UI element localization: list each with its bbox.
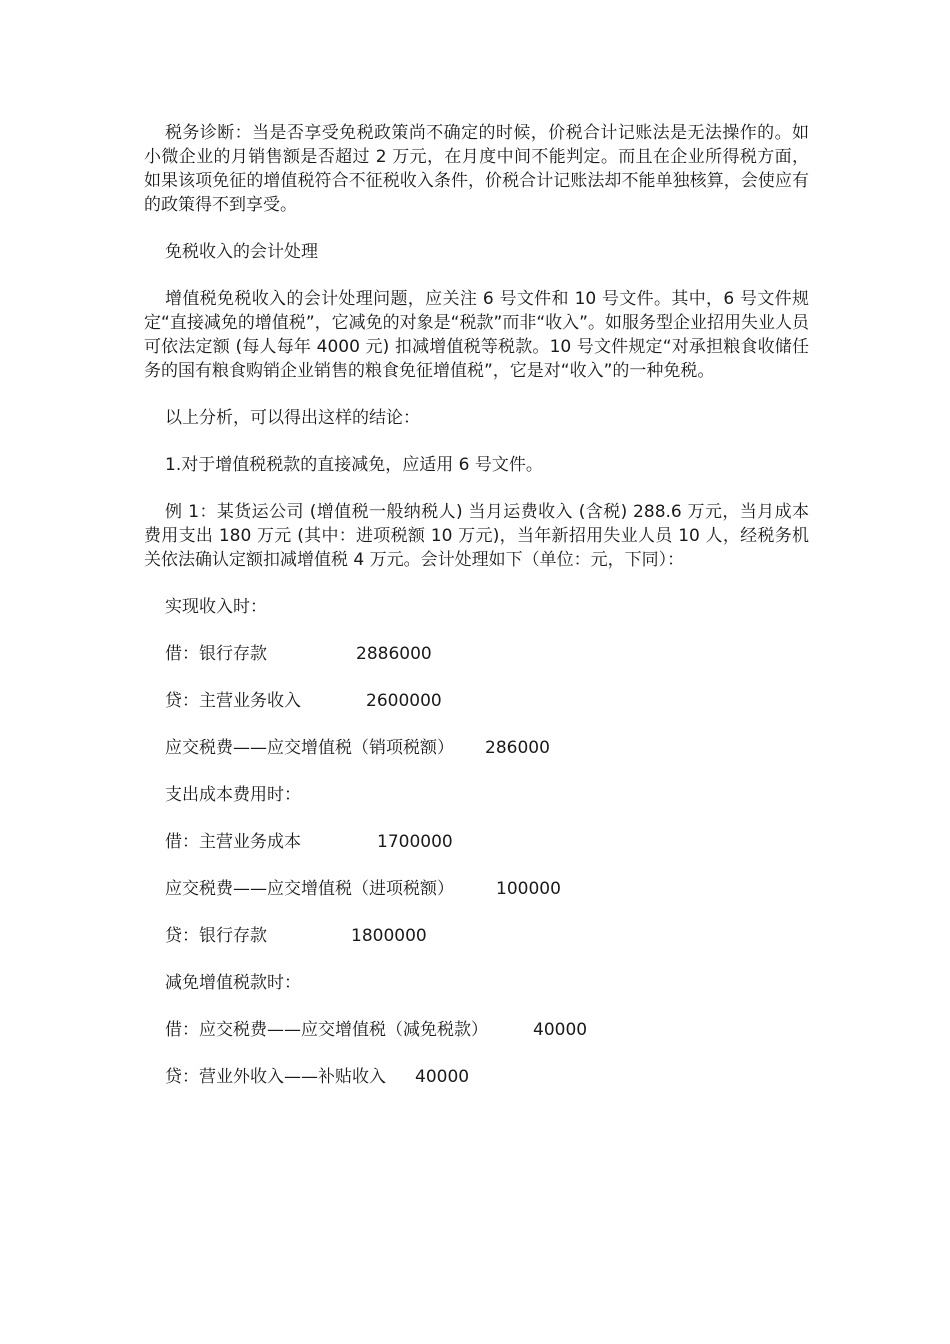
entry-amount: 100000 (496, 879, 561, 899)
entry-label: 借：银行存款 (165, 644, 267, 664)
entry-credit-subsidy-income (144, 1065, 809, 1089)
entry-label: 实现收入时： (165, 597, 267, 617)
entry-label: 减免增值税款时： (165, 973, 301, 993)
entry-amount: 1800000 (351, 926, 427, 946)
entry-amount: 2886000 (356, 644, 432, 664)
entry-amount: 1700000 (377, 832, 453, 852)
entry-label: 借：应交税费——应交增值税（减免税款） (165, 1020, 488, 1040)
entry-credit-main-revenue (144, 689, 809, 713)
paragraph-conclusion-intro: 以上分析，可以得出这样的结论： (165, 408, 420, 428)
entry-label: 贷：银行存款 (165, 926, 267, 946)
entry-label: 借：主营业务成本 (165, 832, 301, 852)
entry-label: 应交税费——应交增值税（销项税额） (165, 738, 454, 758)
document-body (144, 121, 809, 1112)
paragraph-exempt-income: 增值税免税收入的会计处理问题，应关注 6 号文件和 10 号文件。其中，6 号文件规定“直接减免的增值税”，它减免的对象是“税款”而非“收入”。如服务型企业招用失业人员可依法定额 (每人每年 4000 元) 扣减增值税等税款。10 号文件规定“对承担粮食收储任务的国有粮食购销企业销售的粮食免征增值税”，它是对“收入”的一种免税。 (144, 289, 809, 381)
paragraph-example-1: 例 1：某货运公司 (增值税一般纳税人) 当月运费收入 (含税) 288.6 万元，当月成本费用支出 180 万元 (其中：进项税额 10 万元)，当年新招用失业人员 10 人，经税务机关依法确认定额扣减增值税 4 万元。会计处理如下（单位：元，下同）： (144, 502, 809, 570)
entry-heading-expense (144, 783, 809, 807)
entry-amount: 2600000 (366, 691, 442, 711)
entry-credit-bank-deposit (144, 924, 809, 948)
entry-label: 贷：营业外收入——补贴收入 (165, 1067, 386, 1087)
entry-label: 贷：主营业务收入 (165, 691, 301, 711)
entry-heading-revenue (144, 595, 809, 619)
paragraph-tax-diagnosis: 税务诊断：当是否享受免税政策尚不确定的时候，价税合计记账法是无法操作的。如小微企业的月销售额是否超过 2 万元，在月度中间不能判定。而且在企业所得税方面，如果该项免征的增值税符合不征税收入条件，价税合计记账法却不能单独核算，会使应有的政策得不到享受。 (144, 123, 809, 215)
entry-debit-bank-deposit (144, 642, 809, 666)
entry-amount: 286000 (485, 738, 550, 758)
entry-amount: 40000 (415, 1067, 470, 1087)
entry-debit-vat-reduction (144, 1018, 809, 1042)
entry-label: 支出成本费用时： (165, 785, 301, 805)
entry-input-vat (144, 877, 809, 901)
entry-heading-reduction (144, 971, 809, 995)
paragraph-point-1: 1.对于增值税税款的直接减免，应适用 6 号文件。 (165, 455, 543, 475)
entry-output-vat (144, 736, 809, 760)
section-heading: 免税收入的会计处理 (165, 242, 318, 262)
entry-amount: 40000 (533, 1020, 588, 1040)
entry-debit-main-cost (144, 830, 809, 854)
entry-label: 应交税费——应交增值税（进项税额） (165, 879, 454, 899)
